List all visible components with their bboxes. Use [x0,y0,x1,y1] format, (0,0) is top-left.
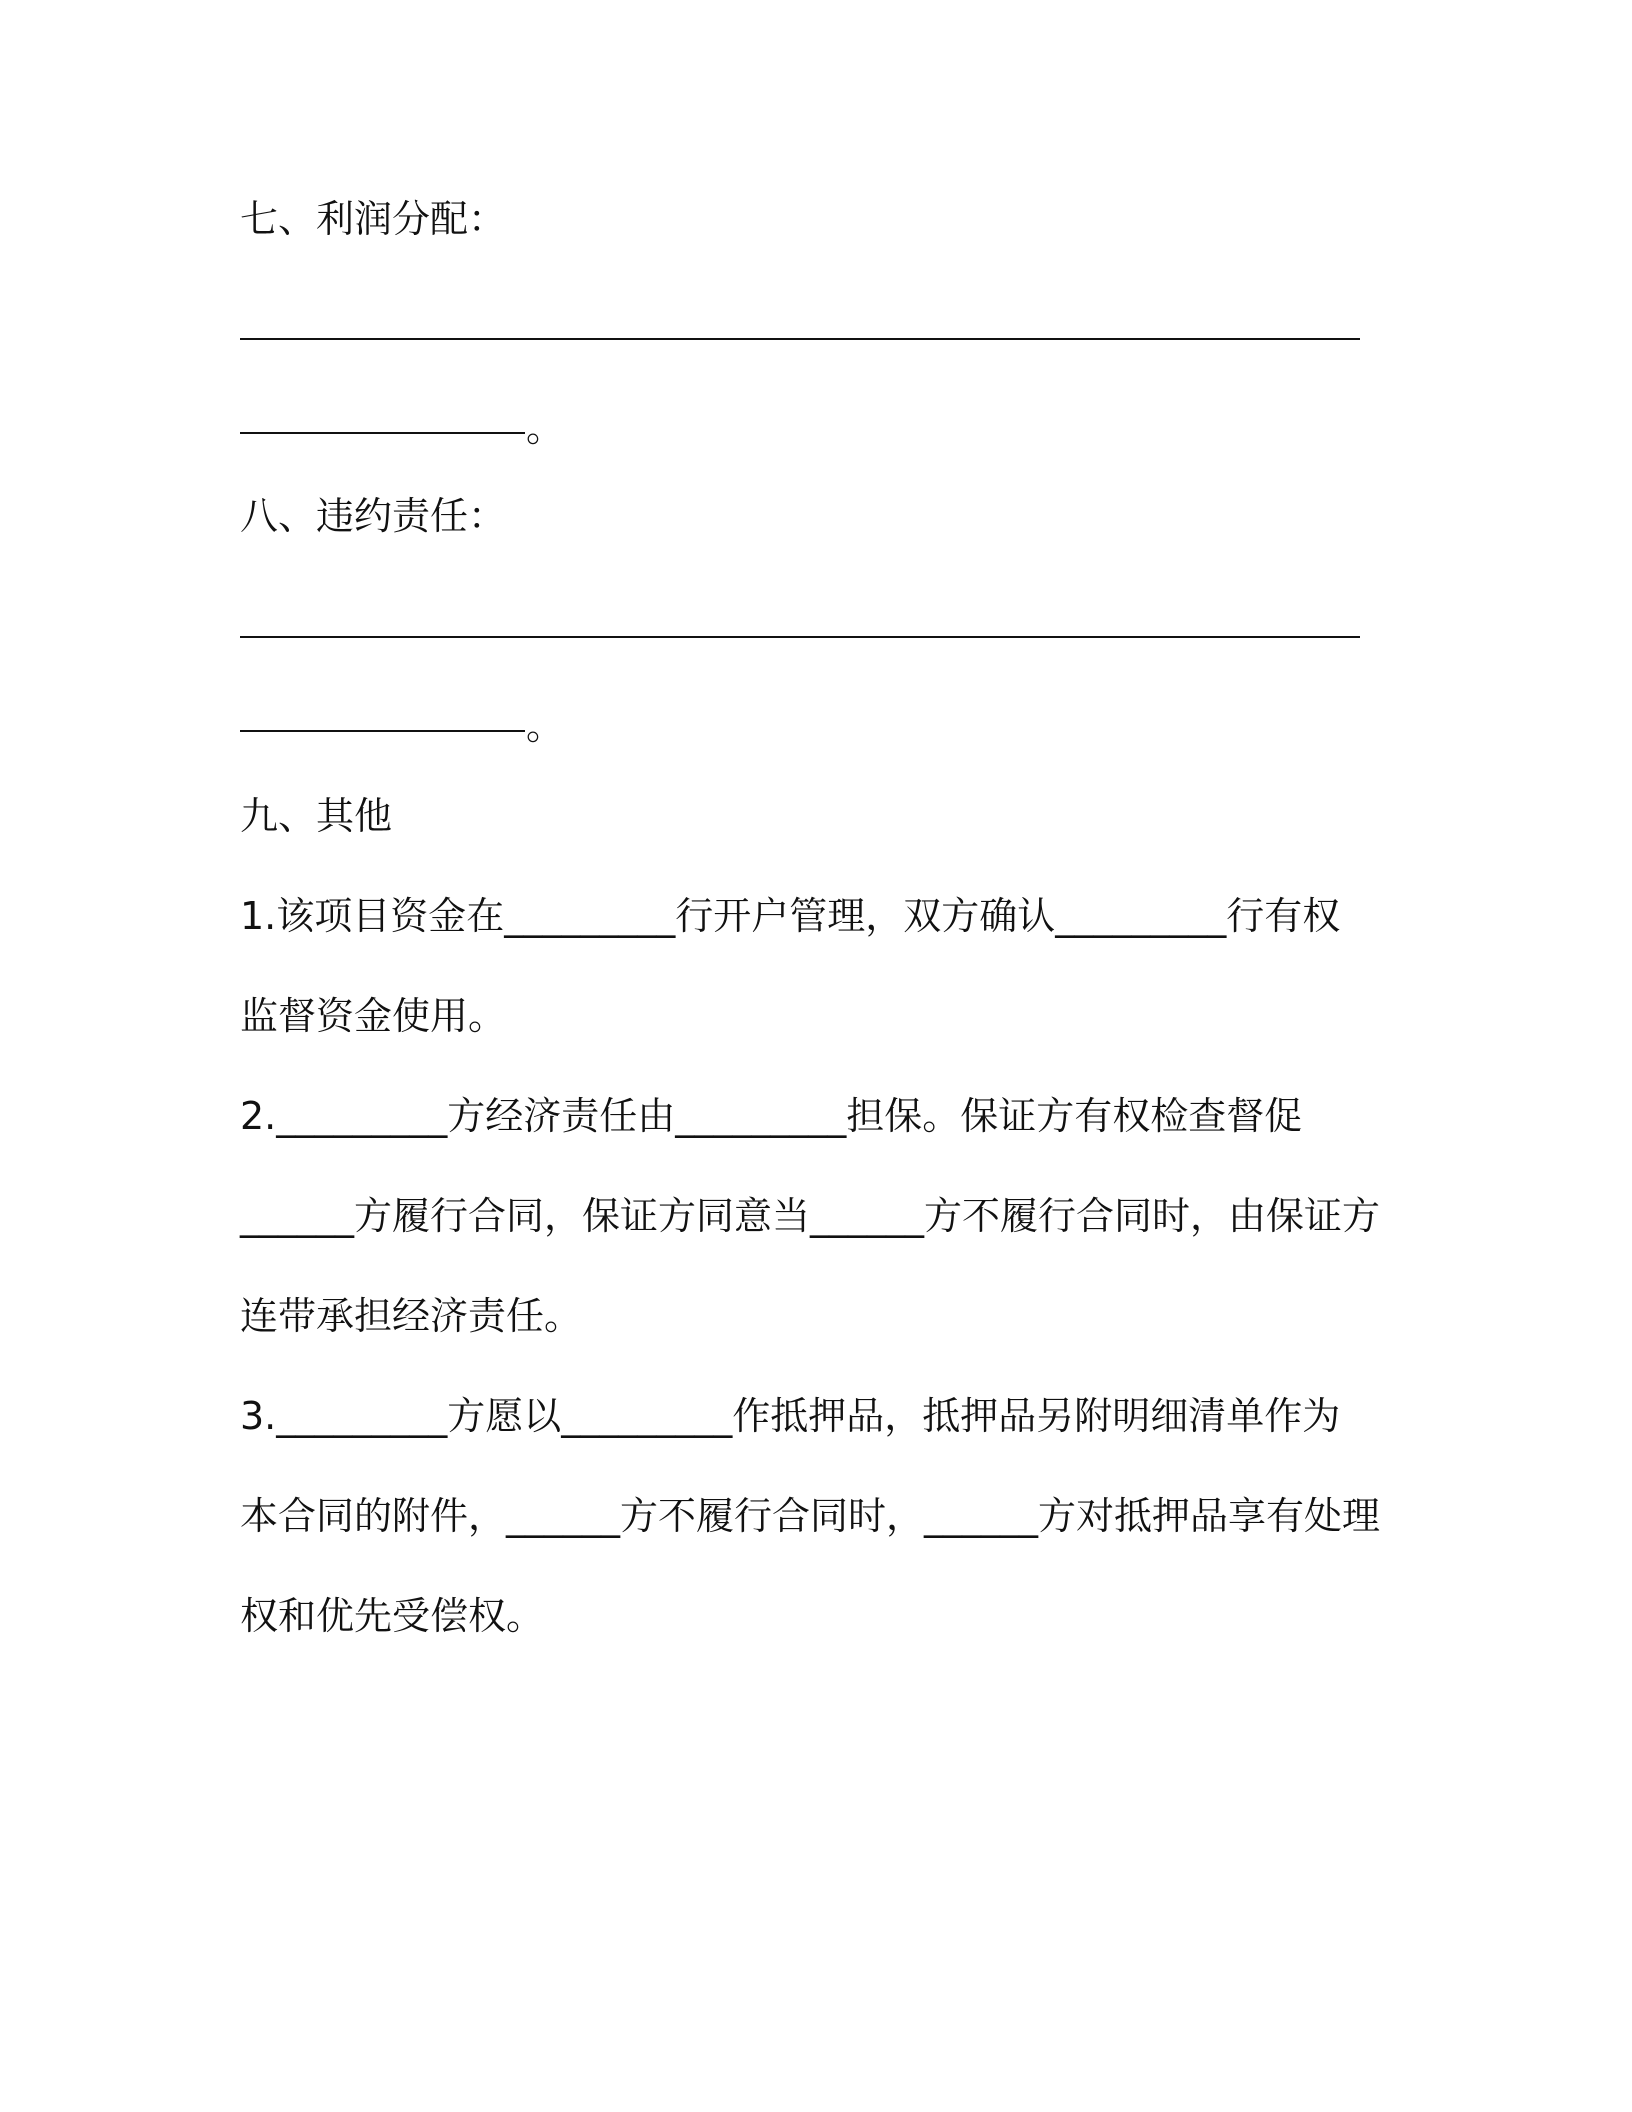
section-9-item-3-line-1: 3._________方愿以_________作抵押品，抵押品另附明细清单作为 [240,1394,1341,1438]
section-8-blank-line-1 [240,636,1360,638]
section-9-heading: 九、其他 [240,794,393,838]
section-9-item-2-line-2: ______方履行合同，保证方同意当______方不履行合同时，由保证方 [240,1194,1381,1238]
section-8-heading: 八、违约责任： [240,494,507,538]
section-9-item-3-line-3: 权和优先受偿权。 [240,1594,545,1638]
section-9-item-1-line-2: 监督资金使用。 [240,994,507,1038]
section-9-item-1-line-1: 1.该项目资金在_________行开户管理，双方确认_________行有权 [240,894,1341,938]
section-7-end-mark: 。 [526,406,565,450]
section-8-blank-line-2 [240,730,525,732]
section-7-blank-line-2 [240,432,525,434]
section-9-item-2-line-1: 2._________方经济责任由_________担保。保证方有权检查督促 [240,1094,1303,1138]
section-9-item-3-line-2: 本合同的附件，______方不履行合同时，______方对抵押品享有处理 [240,1494,1381,1538]
section-7-blank-line-1 [240,338,1360,340]
section-9-item-2-line-3: 连带承担经济责任。 [240,1294,583,1338]
section-7-heading: 七、利润分配： [240,197,507,241]
section-8-end-mark: 。 [526,704,565,748]
